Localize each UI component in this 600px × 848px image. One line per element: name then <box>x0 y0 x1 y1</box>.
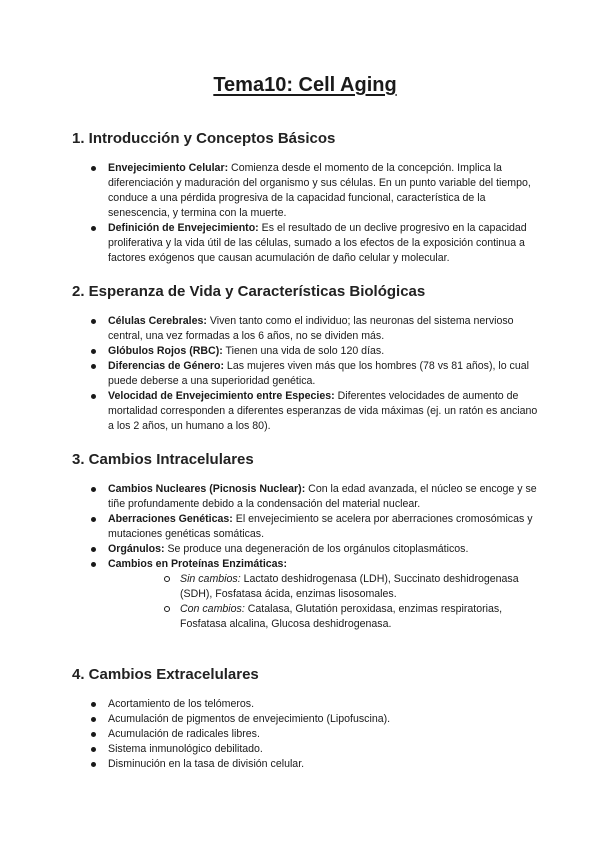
list-item <box>72 512 538 542</box>
list-item <box>72 757 538 772</box>
list-item <box>72 712 538 727</box>
list-item <box>72 314 538 344</box>
item-text: Se produce una degeneración de los orgánulos citoplasmáticos. <box>164 543 469 555</box>
list-item <box>72 389 538 434</box>
item-text: Comienza desde el momento de la concepción. Implica la diferenciación y maduración del organismo y sus células. En un punto variable del tiempo, conduce a una pérdida progresiva de la capacidad funcional, característica de la senescencia, y termina con la muerte. <box>108 162 531 219</box>
section-introduccion <box>72 129 538 266</box>
sub-item-text: Catalasa, Glutatión peroxidasa, enzimas respiratorias, Fosfatasa alcalina, Glucosa deshidrogenasa. <box>180 603 503 630</box>
item-term: Definición de Envejecimiento: <box>108 222 259 234</box>
bullet-list <box>72 482 538 632</box>
list-item <box>72 697 538 712</box>
item-text: El envejecimiento se acelera por aberraciones cromosómicas y mutaciones genéticas somáticas. <box>108 513 533 540</box>
item-term: Diferencias de Género: <box>108 360 224 372</box>
sub-item-text: Lactato deshidrogenasa (LDH), Succinato deshidrogenasa (SDH), Fosfatasa ácida, enzimas lisosomales. <box>180 573 519 600</box>
sub-item-label: Sin cambios: <box>180 573 241 585</box>
item-text: Disminución en la tasa de división celular. <box>108 758 305 770</box>
section-heading: 1. Introducción y Conceptos Básicos <box>72 130 336 147</box>
document-title: Tema10: Cell Aging <box>213 74 397 96</box>
list-item <box>72 344 538 359</box>
sub-item-label: Con cambios: <box>180 603 245 615</box>
item-term: Células Cerebrales: <box>108 315 207 327</box>
bullet-list <box>72 697 538 772</box>
section-cambios-extracelulares <box>72 665 538 772</box>
bullet-list <box>72 161 538 266</box>
section-heading: 2. Esperanza de Vida y Características Biológicas <box>72 283 426 300</box>
item-text: Sistema inmunológico debilitado. <box>108 743 263 755</box>
list-item <box>72 557 538 632</box>
item-text: Acumulación de pigmentos de envejecimiento (Lipofuscina). <box>108 713 391 725</box>
list-item <box>72 161 538 221</box>
section-esperanza-de-vida <box>72 282 538 434</box>
item-term: Cambios en Proteínas Enzimáticas: <box>108 558 287 570</box>
sub-list-item <box>108 572 538 602</box>
item-text: Acortamiento de los telómeros. <box>108 698 255 710</box>
item-text: Tienen una vida de solo 120 días. <box>222 345 385 357</box>
item-text: Viven tanto como el individuo; las neuronas del sistema nervioso central, una vez formadas a los 6 años, no se dividen más. <box>108 315 514 342</box>
item-text: Las mujeres viven más que los hombres (78 vs 81 años), lo cual puede deberse a una superioridad genética. <box>108 360 529 387</box>
sub-list <box>108 572 538 632</box>
list-item <box>72 727 538 742</box>
item-term: Orgánulos: <box>108 543 165 555</box>
list-item <box>72 542 538 557</box>
section-heading: 3. Cambios Intracelulares <box>72 451 254 468</box>
list-item <box>72 742 538 757</box>
item-term: Aberraciones Genéticas: <box>108 513 233 525</box>
item-term: Cambios Nucleares (Picnosis Nuclear): <box>108 483 306 495</box>
item-text: Con la edad avanzada, el núcleo se encoge y se tiñe profundamente debido a la condensación del material nuclear. <box>108 483 537 510</box>
bullet-list <box>72 314 538 434</box>
item-text: Es el resultado de un declive progresivo en la capacidad proliferativa y la vida útil de las células, sumado a los efectos de la exposición continua a factores exógenos que causan acumulación de daño celular y molecular. <box>108 222 527 264</box>
sub-list-item <box>108 602 538 632</box>
item-term: Envejecimiento Celular: <box>108 162 229 174</box>
item-term: Velocidad de Envejecimiento entre Especies: <box>108 390 335 402</box>
section-heading: 4. Cambios Extracelulares <box>72 666 259 683</box>
list-item <box>72 221 538 266</box>
item-text: Diferentes velocidades de aumento de mortalidad corresponden a diferentes esperanzas de vida máximas (ej. un ratón es anciano a los 2 años, un humano a los 80). <box>108 390 538 432</box>
item-text: Acumulación de radicales libres. <box>108 728 260 740</box>
item-term: Glóbulos Rojos (RBC): <box>108 345 223 357</box>
section-cambios-intracelulares <box>72 450 538 632</box>
list-item <box>72 482 538 512</box>
list-item <box>72 359 538 389</box>
